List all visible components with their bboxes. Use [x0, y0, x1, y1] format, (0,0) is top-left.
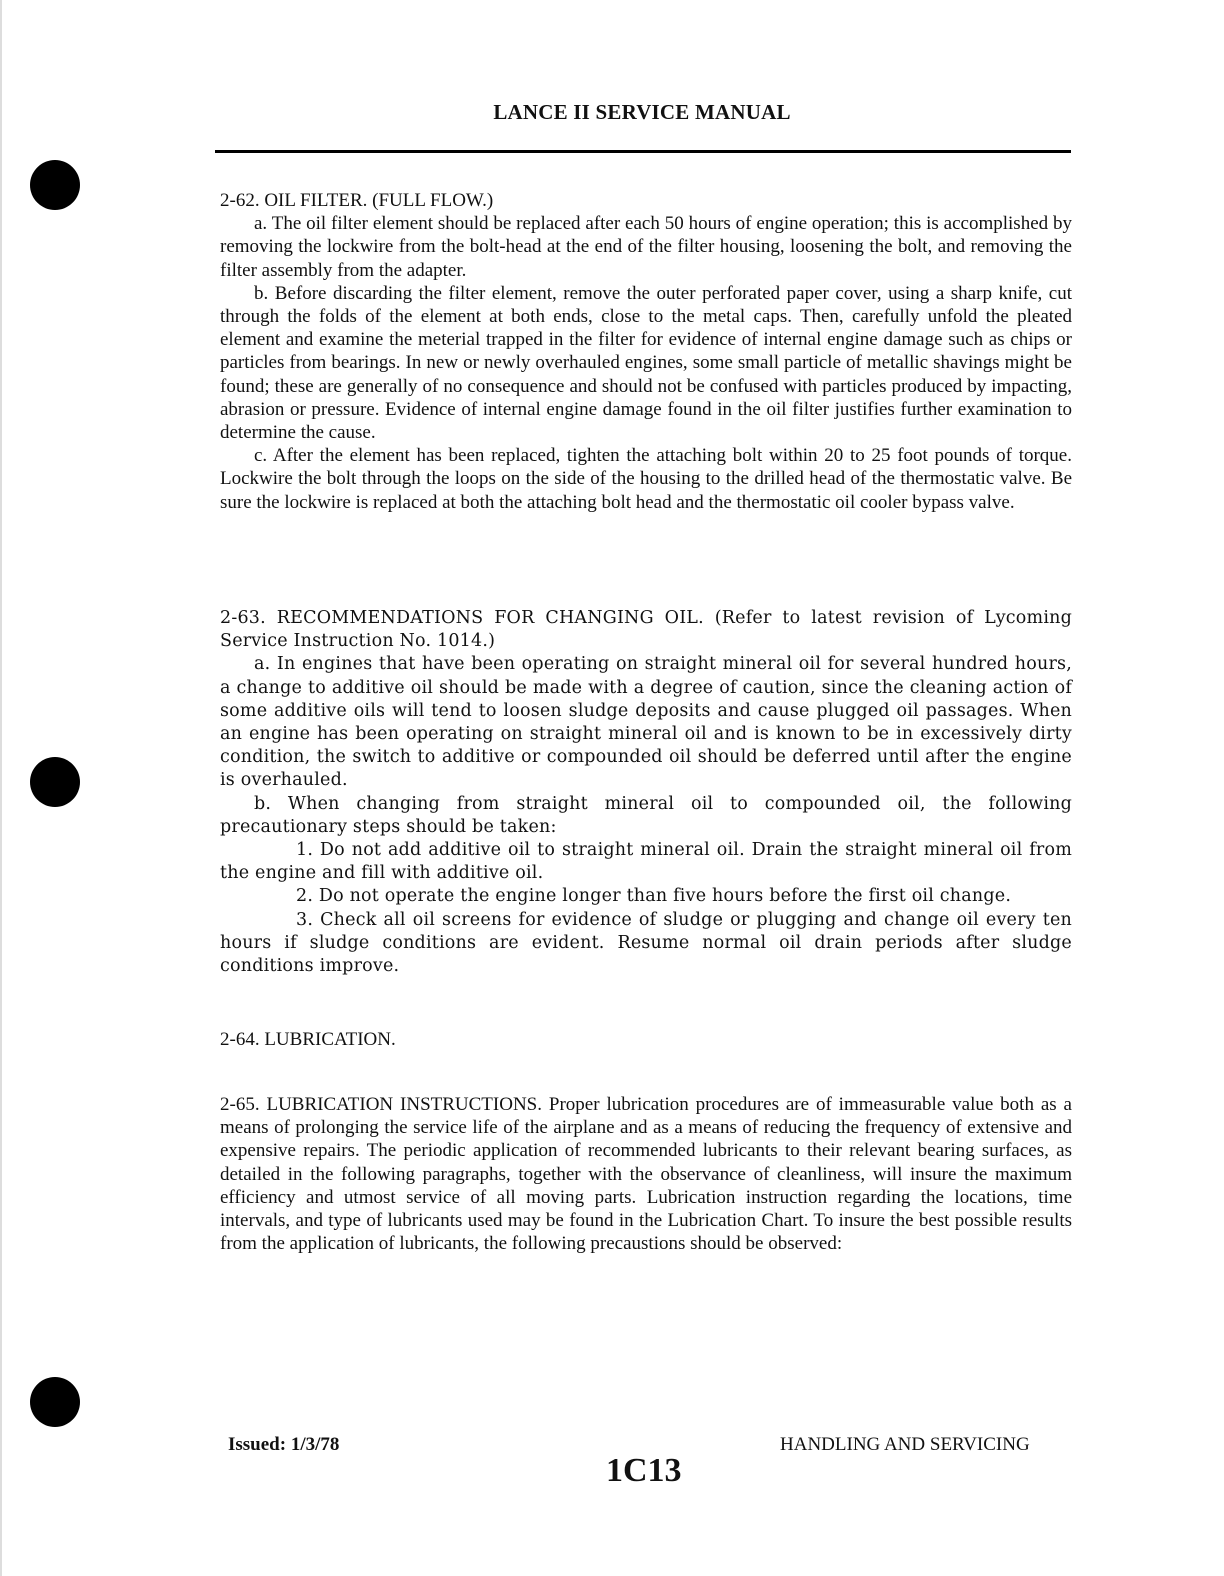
page-edge	[0, 0, 2, 1576]
section-2-63	[220, 607, 1072, 978]
step-1: 1. Do not add additive oil to straight mineral oil. Drain the straight mineral oil from the engine and fill with additive oil.	[220, 840, 1072, 884]
section-paragraph: 2-65. LUBRICATION INSTRUCTIONS. Proper lubrication procedures are of immeasurable value both as a means of prolonging the service life of the airplane and as a means of reducing the frequency of extensive and expensive repairs. The periodic application of recommended lubricants to their relevant bearing surfaces, as detailed in the following paragraphs, together with the observance of cleanliness, will insure the maximum efficiency and utmost service of all moving parts. Lubrication instruction regarding the locations, time intervals, and type of lubricants used may be found in the Lubrication Chart. To insure the best possible results from the application of lubricants, the following precaustions should be observed:	[220, 1094, 1072, 1255]
section-2-65	[220, 1093, 1072, 1255]
paragraph-c: c. After the element has been replaced, tighten the attaching bolt within 20 to 25 foot pounds of torque. Lockwire the bolt through the loops on the side of the housing to the drilled head of the thermostatic valve. Be sure the lockwire is replaced at both the attaching bolt head and the thermostatic oil cooler bypass valve.	[220, 445, 1072, 513]
binder-hole	[30, 160, 80, 210]
page-header: LANCE II SERVICE MANUAL	[493, 100, 791, 124]
section-2-64	[220, 1028, 1072, 1051]
paragraph-a: a. The oil filter element should be replaced after each 50 hours of engine operation; this is accomplished by removing the lockwire from the bolt-head at the end of the filter housing, loosening the bolt, and removing the filter assembly from the adapter.	[220, 213, 1072, 281]
header-rule	[215, 150, 1071, 153]
section-heading: 2-63. RECOMMENDATIONS FOR CHANGING OIL. (Refer to latest revision of Lycoming Service Instruction No. 1014.)	[220, 608, 1072, 652]
binder-hole	[30, 757, 80, 807]
section-name: HANDLING AND SERVICING	[780, 1434, 1030, 1455]
paragraph-b: b. When changing from straight mineral oil to compounded oil, the following precautionary steps should be taken:	[220, 793, 1072, 837]
binder-hole	[30, 1377, 80, 1427]
section-2-62	[220, 189, 1072, 514]
page-number: 1C13	[606, 1452, 682, 1489]
step-3: 3. Check all oil screens for evidence of sludge or plugging and change oil every ten hours if sludge conditions are evident. Resume normal oil drain periods after sludge conditions improve.	[220, 909, 1072, 977]
paragraph-a: a. In engines that have been operating on straight mineral oil for several hundred hours, a change to additive oil should be made with a degree of caution, since the cleaning action of some additive oils will tend to loosen sludge deposits and cause plugged oil passages. When an engine has been operating on straight mineral oil and is known to be in excessively dirty condition, the switch to additive or compounded oil should be deferred until after the engine is overhauled.	[220, 654, 1072, 791]
section-heading: 2-64. LUBRICATION.	[220, 1029, 396, 1050]
paragraph-b: b. Before discarding the filter element, remove the outer perforated paper cover, using a sharp knife, cut through the folds of the element at both ends, close to the metal caps. Then, carefully unfold the pleated element and examine the meterial trapped in the filter for evidence of internal engine damage such as chips or particles from bearings. In new or newly overhauled engines, some small particle of metallic shavings might be found; these are generally of no consequence and should not be confused with particles produced by impacting, abrasion or pressure. Evidence of internal engine damage found in the oil filter justifies further examination to determine the cause.	[220, 282, 1072, 444]
issued-date: Issued: 1/3/78	[228, 1434, 340, 1455]
step-2: 2. Do not operate the engine longer than five hours before the first oil change.	[296, 886, 1012, 907]
section-heading: 2-62. OIL FILTER. (FULL FLOW.)	[220, 190, 494, 211]
